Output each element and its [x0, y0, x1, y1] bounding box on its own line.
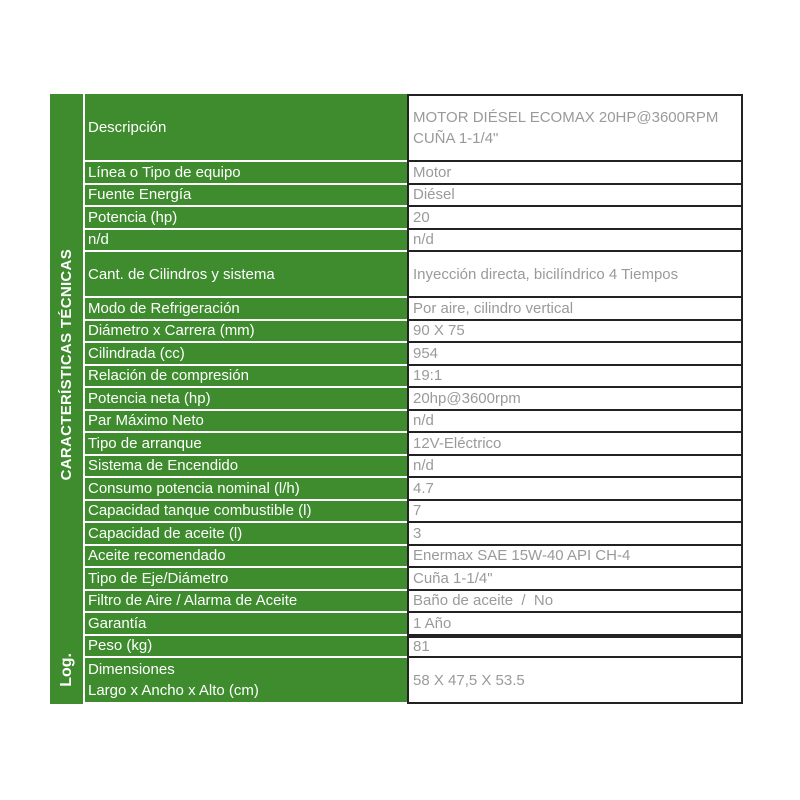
row-value: MOTOR DIÉSEL ECOMAX 20HP@3600RPM CUÑA 1-1/4"	[407, 94, 743, 162]
table-row	[85, 658, 743, 704]
table-row	[85, 366, 743, 389]
row-value: Motor	[407, 162, 743, 185]
row-label: Fuente Energía	[85, 185, 407, 208]
table-row	[85, 568, 743, 591]
row-value: Baño de aceite / No	[407, 591, 743, 614]
row-value: 3	[407, 523, 743, 546]
table-row	[85, 185, 743, 208]
row-value: 20hp@3600rpm	[407, 388, 743, 411]
row-value: 1 Año	[407, 613, 743, 636]
row-label: Potencia neta (hp)	[85, 388, 407, 411]
technical-specs-section	[50, 94, 743, 636]
row-value: 12V-Eléctrico	[407, 433, 743, 456]
specs-side-header	[50, 94, 85, 636]
logistics-section-title: Log.	[57, 652, 75, 687]
row-label-line: Largo x Ancho x Alto (cm)	[88, 682, 259, 699]
table-row	[85, 613, 743, 636]
row-label: Consumo potencia nominal (l/h)	[85, 478, 407, 501]
row-label: Garantía	[85, 613, 407, 636]
row-label: Tipo de arranque	[85, 433, 407, 456]
specs-section-title: CARACTERÍSTICAS TÉCNICAS	[58, 249, 75, 481]
row-label: Tipo de Eje/Diámetro	[85, 568, 407, 591]
table-row	[85, 546, 743, 569]
row-label: Línea o Tipo de equipo	[85, 162, 407, 185]
table-row	[85, 94, 743, 162]
table-row	[85, 230, 743, 253]
row-label: Diámetro x Carrera (mm)	[85, 321, 407, 344]
table-row	[85, 321, 743, 344]
row-value: Cuña 1-1/4"	[407, 568, 743, 591]
row-value: 954	[407, 343, 743, 366]
row-label: Capacidad de aceite (l)	[85, 523, 407, 546]
row-label: n/d	[85, 230, 407, 253]
table-row	[85, 298, 743, 321]
row-value: 90 X 75	[407, 321, 743, 344]
row-label: Peso (kg)	[85, 636, 407, 659]
row-value: n/d	[407, 456, 743, 479]
table-row	[85, 411, 743, 434]
row-label: Cilindrada (cc)	[85, 343, 407, 366]
table-row	[85, 252, 743, 298]
logistics-side-header	[50, 636, 85, 705]
row-label: Sistema de Encendido	[85, 456, 407, 479]
table-row	[85, 591, 743, 614]
table-row	[85, 162, 743, 185]
row-value: 4.7	[407, 478, 743, 501]
logistics-rows	[85, 636, 743, 705]
row-label: Capacidad tanque combustible (l)	[85, 501, 407, 524]
table-row	[85, 456, 743, 479]
row-label: Relación de compresión	[85, 366, 407, 389]
row-label: Descripción	[85, 94, 407, 162]
row-label: Par Máximo Neto	[85, 411, 407, 434]
table-row	[85, 478, 743, 501]
table-row	[85, 388, 743, 411]
table-row	[85, 523, 743, 546]
row-label-line: Dimensiones	[88, 661, 175, 678]
row-value: Por aire, cilindro vertical	[407, 298, 743, 321]
row-value: 58 X 47,5 X 53.5	[407, 658, 743, 704]
row-value: 20	[407, 207, 743, 230]
table-row	[85, 343, 743, 366]
row-value: Inyección directa, bicilíndrico 4 Tiempos	[407, 252, 743, 298]
row-value: Diésel	[407, 185, 743, 208]
table-row	[85, 501, 743, 524]
row-label: Filtro de Aire / Alarma de Aceite	[85, 591, 407, 614]
row-value: 19:1	[407, 366, 743, 389]
table-row	[85, 636, 743, 659]
spec-sheet	[50, 94, 743, 704]
row-label: Modo de Refrigeración	[85, 298, 407, 321]
row-value: Enermax SAE 15W-40 API CH-4	[407, 546, 743, 569]
row-value: 7	[407, 501, 743, 524]
row-label: Potencia (hp)	[85, 207, 407, 230]
row-value: n/d	[407, 230, 743, 253]
row-label-dimensions	[85, 658, 407, 704]
table-row	[85, 207, 743, 230]
row-label: Cant. de Cilindros y sistema	[85, 252, 407, 298]
specs-rows	[85, 94, 743, 636]
table-row	[85, 433, 743, 456]
logistics-section	[50, 636, 743, 705]
row-value: n/d	[407, 411, 743, 434]
row-label: Aceite recomendado	[85, 546, 407, 569]
row-value: 81	[407, 636, 743, 659]
